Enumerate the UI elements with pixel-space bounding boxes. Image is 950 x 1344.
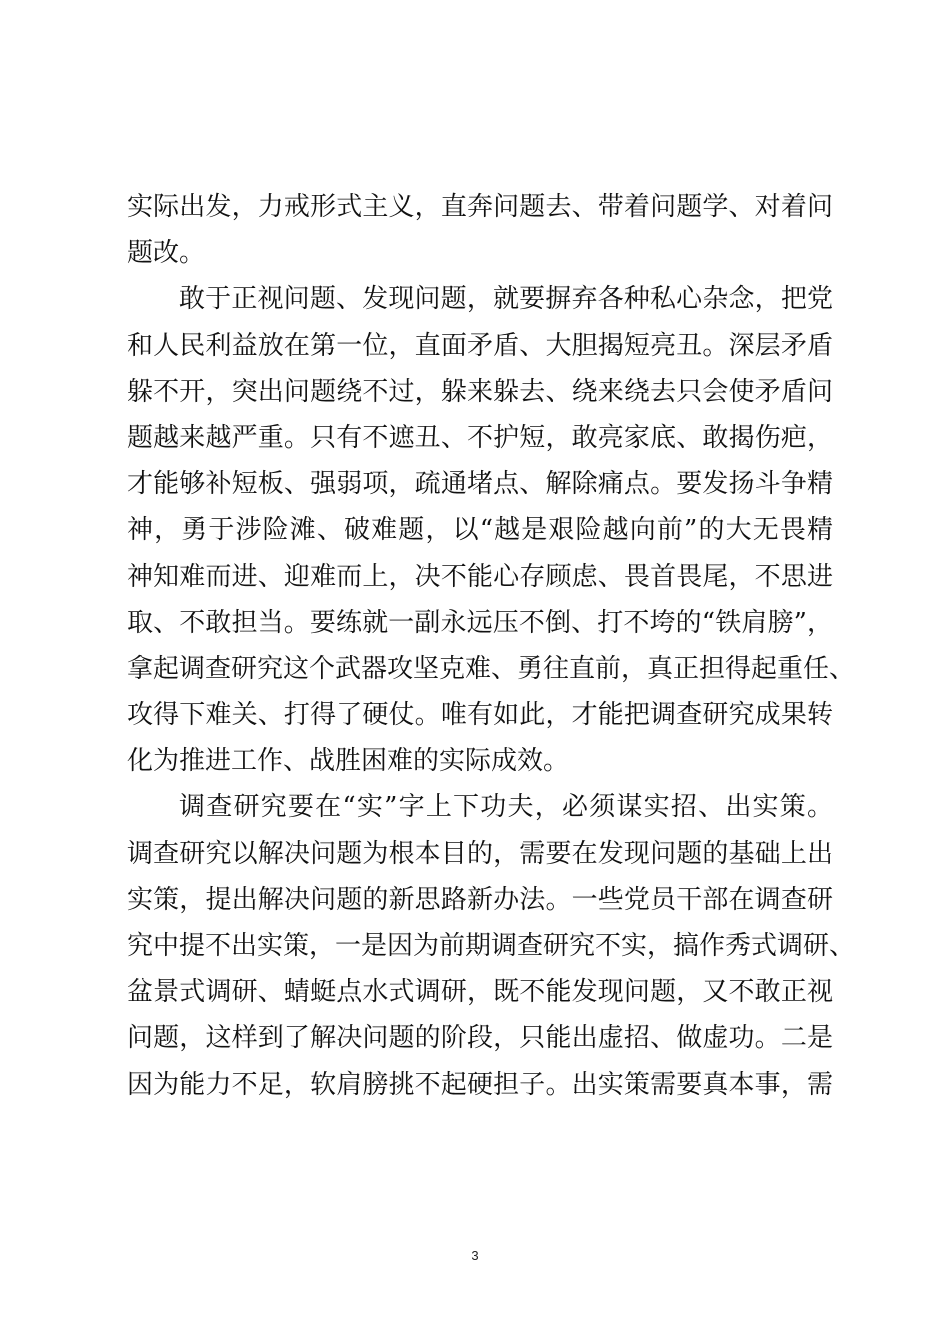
body-text [127, 184, 856, 1108]
text-line: 实策，提出解决问题的新思路新办法。一些党员干部在调查研 [127, 884, 833, 915]
text-line: 才能够补短板、强弱项，疏通堵点、解除痛点。要发扬斗争精 [127, 469, 833, 500]
text-line: 问题，这样到了解决问题的阶段，只能出虚招、做虚功。二是 [127, 1023, 833, 1054]
text-line: 攻得下难关、打得了硬仗。唯有如此，才能把调查研究成果转 [127, 700, 833, 731]
paragraph-1 [127, 184, 833, 276]
text-line: 题改。 [127, 238, 206, 269]
text-line: 调查研究要在“实”字上下功夫，必须谋实招、出实策。 [179, 792, 833, 823]
text-line: 和人民利益放在第一位，直面矛盾、大胆揭短亮丑。深层矛盾 [127, 330, 833, 361]
text-line: 究中提不出实策，一是因为前期调查研究不实，搞作秀式调研、 [127, 931, 856, 961]
text-line: 神知难而进、迎难而上，决不能心存顾虑、畏首畏尾，不思进 [127, 561, 833, 592]
text-line: 题越来越严重。只有不遮丑、不护短，敢亮家底、敢揭伤疤， [127, 422, 833, 453]
text-line: 化为推进工作、战胜困难的实际成效。 [127, 746, 570, 777]
text-line: 取、不敢担当。要练就一副永远压不倒、打不垮的“铁肩膀”， [127, 607, 833, 638]
text-line: 因为能力不足，软肩膀挑不起硬担子。出实策需要真本事，需 [127, 1069, 833, 1100]
text-line: 躲不开，突出问题绕不过，躲来躲去、绕来绕去只会使矛盾问 [127, 376, 833, 407]
text-line: 调查研究以解决问题为根本目的，需要在发现问题的基础上出 [127, 838, 833, 869]
text-line: 盆景式调研、蜻蜓点水式调研，既不能发现问题，又不敢正视 [127, 977, 833, 1008]
page-number: 3 [471, 1248, 479, 1263]
paragraph-2 [127, 276, 856, 784]
text-line: 神，勇于涉险滩、破难题，以“越是艰险越向前”的大无畏精 [127, 515, 833, 546]
text-line: 实际出发，力戒形式主义，直奔问题去、带着问题学、对着问 [127, 192, 833, 222]
paragraph-3 [127, 784, 856, 1107]
text-line: 拿起调查研究这个武器攻坚克难、勇往直前，真正担得起重任、 [127, 653, 856, 684]
text-line: 敢于正视问题、发现问题，就要摒弃各种私心杂念，把党 [179, 284, 833, 315]
